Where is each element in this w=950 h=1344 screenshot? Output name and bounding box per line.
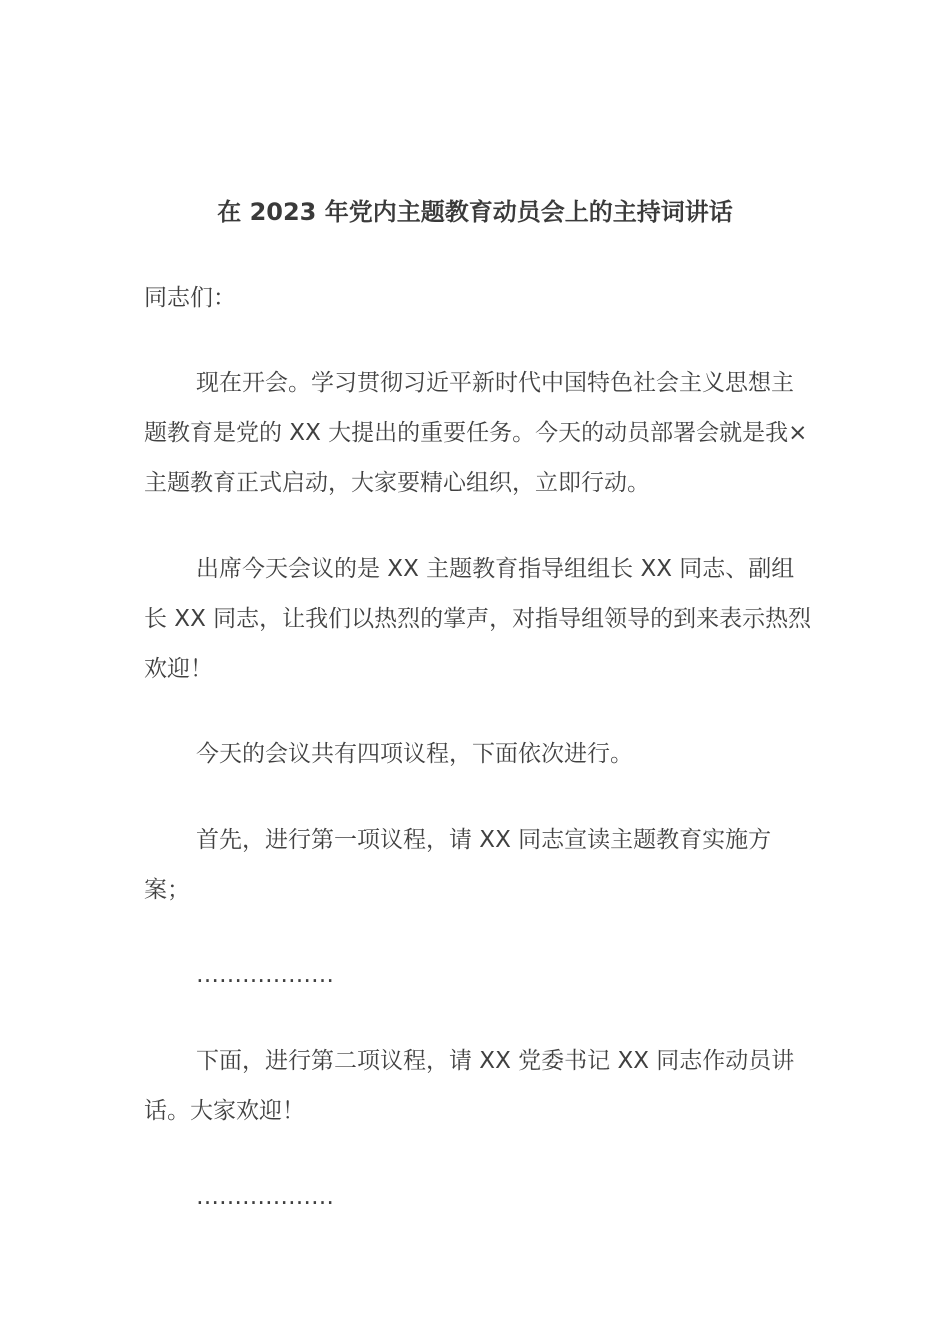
paragraph-agenda: 今天的会议共有四项议程，下面依次进行。 (196, 741, 633, 767)
paragraph-agenda-item-2: 下面，进行第二项议程，请 XX 党委书记 XX 同志作动员讲话。大家欢迎！ (144, 1048, 795, 1124)
document-title: 在 2023 年党内主题教育动员会上的主持词讲话 (217, 198, 733, 226)
salutation: 同志们： (144, 285, 236, 311)
paragraph-opening: 现在开会。学习贯彻习近平新时代中国特色社会主义思想主题教育是党的 XX 大提出的重要任务。今天的动员部署会就是我×主题教育正式启动，大家要精心组织，立即行动。 (144, 370, 808, 496)
paragraph-attendees: 出席今天会议的是 XX 主题教育指导组组长 XX 同志、副组长 XX 同志，让我们以热烈的掌声，对指导组领导的到来表示热烈欢迎！ (144, 556, 812, 682)
ellipsis-2: ……………… (196, 1184, 334, 1210)
paragraph-agenda-item-1: 首先，进行第一项议程，请 XX 同志宣读主题教育实施方案； (144, 827, 772, 903)
ellipsis-1: ……………… (196, 962, 334, 988)
